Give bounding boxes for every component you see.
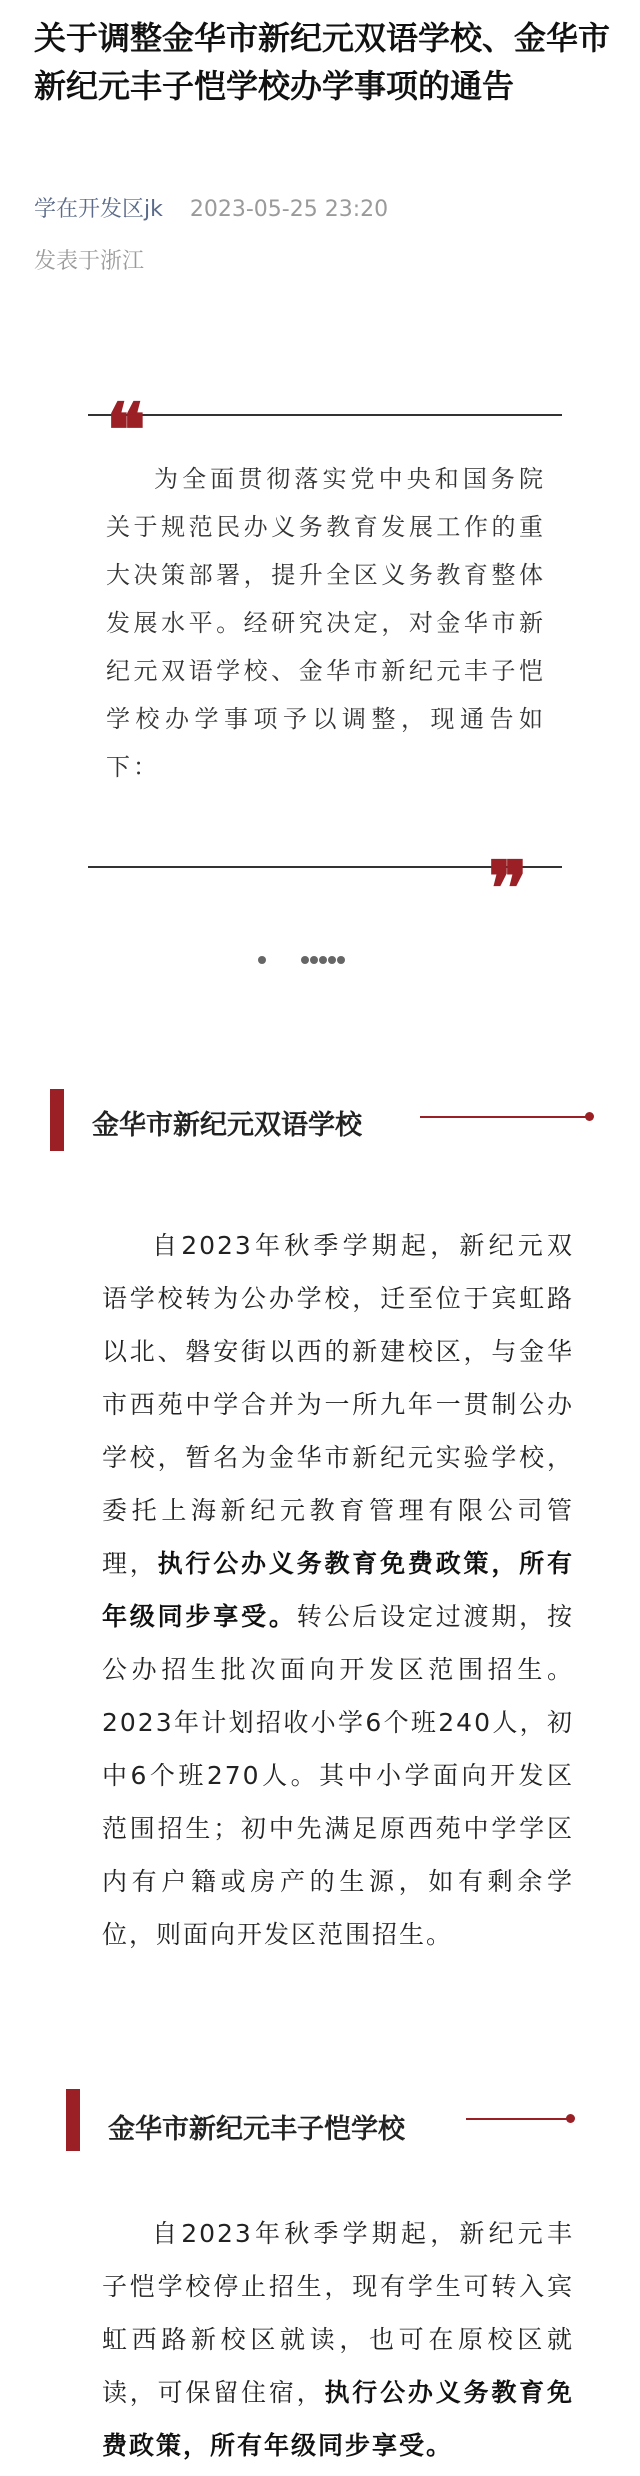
section-1-bar — [50, 1089, 64, 1151]
open-quote-icon: ❝ — [106, 388, 146, 474]
article-title: 关于调整金华市新纪元双语学校、金华市新纪元丰子恺学校办学事项的通告 — [34, 19, 611, 105]
section-2-text-bold: 执行公办义务教育免费政策，所有年级同步享受。 — [102, 2378, 574, 2460]
divider-dot — [301, 956, 309, 964]
author-link[interactable]: 学在开发区jk — [34, 197, 163, 222]
section-1-paragraph — [102, 1219, 574, 1961]
section-2-rule — [466, 2118, 570, 2120]
section-2-paragraph — [102, 2207, 574, 2472]
quote-text: 为全面贯彻落实党中央和国务院关于规范民办义务教育发展工作的重大决策部署，提升全区义务教育整体发展水平。经研究决定，对金华市新纪元双语学校、金华市新纪元丰子恺学校办学事项予以调整，现通告如下： — [106, 465, 546, 781]
quote-top-rule — [88, 414, 562, 416]
section-2-bar — [66, 2089, 80, 2151]
publish-location: 发表于浙江 — [34, 249, 145, 274]
divider-dot — [328, 956, 336, 964]
section-1-text-a: 自2023年秋季学期起，新纪元双语学校转为公办学校，迁至位于宾虹路以北、磐安街以西的新建校区，与金华市西苑中学合并为一所九年一贯制公办学校，暂名为金华市新纪元实验学校，委托上海新纪元教育管理有限公司管理， — [102, 1231, 574, 1578]
section-1-title: 金华市新纪元双语学校 — [92, 1110, 362, 1141]
section-1-text-bold: 执行公办义务教育免费政策，所有年级同步享受。 — [102, 1549, 574, 1631]
article-meta — [34, 192, 388, 223]
section-2-text-a: 自2023年秋季学期起，新纪元丰子恺学校停止招生，现有学生可转入宾虹西路新校区就读，也可在原校区就读，可保留住宿， — [102, 2219, 574, 2407]
divider-dot — [310, 956, 318, 964]
section-1-rule-dot — [585, 1112, 594, 1121]
section-1-text-b: 转公后设定过渡期，按公办招生批次面向开发区范围招生。2023年计划招收小学6个班240人，初中6个班270人。其中小学面向开发区范围招生；初中先满足原西苑中学学区内有户籍或房产的生源，如有剩余学位，则面向开发区范围招生。 — [102, 1602, 574, 1949]
section-2-title: 金华市新纪元丰子恺学校 — [108, 2114, 405, 2145]
divider-dot — [319, 956, 327, 964]
publish-datetime: 2023-05-25 23:20 — [189, 197, 389, 222]
section-1-rule — [420, 1116, 590, 1118]
divider-dot — [258, 956, 266, 964]
section-2-rule-dot — [566, 2114, 575, 2123]
divider-dot — [337, 956, 345, 964]
close-quote-icon: ❞ — [488, 846, 528, 932]
